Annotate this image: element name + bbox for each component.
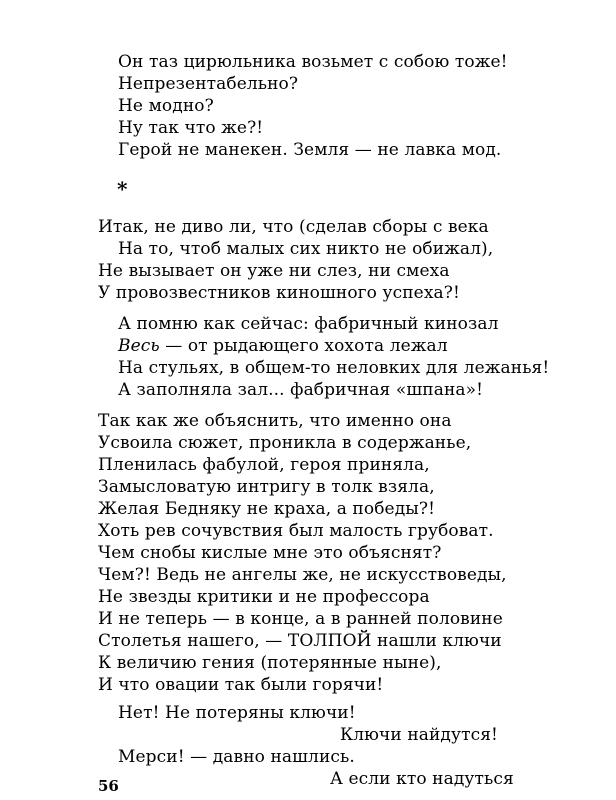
section-separator-asterisk: * (117, 177, 128, 201)
verse-line: Не звезды критики и не профессора (98, 587, 430, 607)
verse-line: Чем?! Ведь не ангелы же, не искусствоведы, (98, 565, 507, 585)
verse-line: К величию гения (потерянные ныне), (98, 653, 442, 673)
verse-line: Хоть рев сочувствия был малость грубоват. (98, 521, 494, 541)
verse-line: Столетья нашего, — ТОЛПОЙ нашли ключи (98, 631, 502, 651)
verse-line: На то, чтоб малых сих никто не обижал), (118, 239, 494, 259)
verse-line (118, 335, 448, 357)
verse-line: Он таз цирюльника возьмет с собою тоже! (118, 52, 508, 72)
verse-line: А если кто надуться (330, 769, 514, 789)
verse-line: Замысловатую интригу в толк взяла, (98, 477, 435, 497)
verse-line: Усвоила сюжет, проникла в содержанье, (98, 433, 472, 453)
italic-emphasis: Весь (118, 336, 160, 356)
verse-line: Не модно? (118, 96, 214, 116)
verse-line: Не вызывает он уже ни слез, ни смеха (98, 261, 450, 281)
verse-line: Нет! Не потеряны ключи! (118, 703, 356, 723)
verse-line: Чем снобы кислые мне это объяснят? (98, 543, 442, 563)
verse-line: На стульях, в общем-то неловких для лежанья! (118, 358, 550, 378)
verse-line: И что овации так были горячи! (98, 675, 384, 695)
verse-line-rest: — от рыдающего хохота лежал (159, 336, 448, 356)
verse-line: А помню как сейчас: фабричный кинозал (118, 314, 499, 334)
verse-line: Желая Бедняку не краха, а победы?! (98, 499, 436, 519)
verse-line: И не теперь — в конце, а в ранней половине (98, 609, 503, 629)
verse-line: Итак, не диво ли, что (сделав сборы с века (98, 217, 489, 237)
verse-line: Ключи найдутся! (340, 725, 498, 745)
verse-line: Пленилась фабулой, героя приняла, (98, 455, 430, 475)
verse-line: Так как же объяснить, что именно она (98, 411, 452, 431)
verse-line: Мерси! — давно нашлись. (118, 747, 355, 767)
verse-line: Герой не манекен. Земля — не лавка мод. (118, 140, 502, 160)
verse-line: У провозвестников киношного успеха?! (98, 283, 460, 303)
verse-line: Ну так что же?! (118, 118, 264, 138)
verse-line: А заполняла зал... фабричная «шпана»! (118, 380, 484, 400)
page-number: 56 (98, 777, 119, 795)
verse-line: Непрезентабельно? (118, 74, 299, 94)
